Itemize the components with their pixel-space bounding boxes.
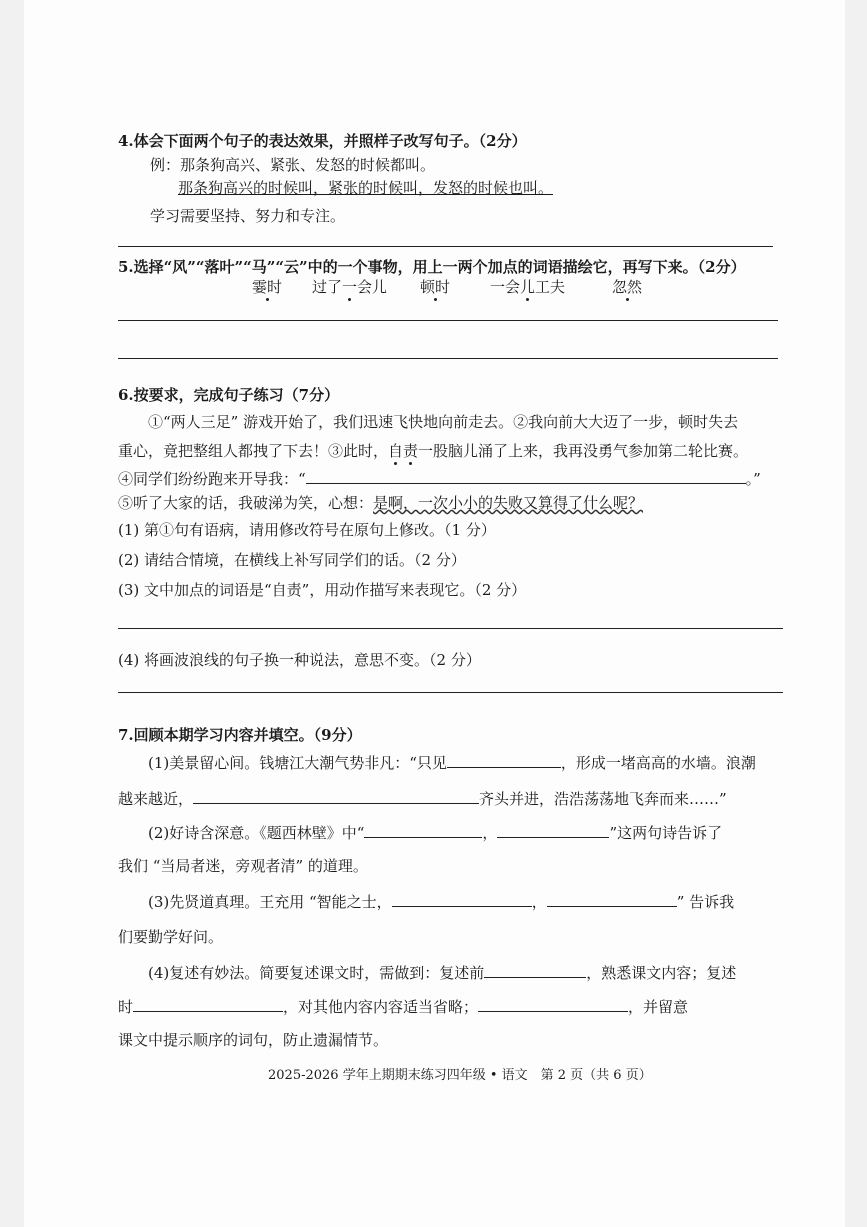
q6-para-line-3a: ④同学们纷纷跑来开导我：“	[118, 470, 306, 488]
q7-item-3-text-a: (3)先贤道真理。王充用 “智能之士，	[148, 893, 392, 911]
q7-item-4-text-c: 时	[118, 998, 134, 1016]
q7-item-4-line-3: 课文中提示顺序的词句，防止遗漏情节。	[118, 1031, 389, 1049]
q7-item-1-blank-2[interactable]	[193, 788, 479, 804]
q6-sub-4: (4) 将画波浪线的句子换一种说法，意思不变。（2 分）	[118, 651, 481, 669]
q7-item-2-text-a: (2)好诗含深意。《题西林壁》中“	[148, 824, 365, 842]
q4-example-rewrite: 那条狗高兴的时候叫，紧张的时候叫，发怒的时候也叫。	[178, 179, 554, 197]
q6-dotted-char-2: 责	[403, 442, 419, 460]
q5-answer-line-1[interactable]	[118, 320, 778, 321]
q7-item-4-text-d: ，对其他内容内容适当省略；	[283, 998, 479, 1016]
left-margin	[0, 0, 24, 1227]
q7-item-1-line-1	[148, 752, 756, 773]
q4-title: 4.体会下面两个句子的表达效果，并照样子改写句子。（2分）	[118, 132, 527, 150]
q5-title: 5.选择“风”“落叶”“马”“云”中的一个事物，用上一两个加点的词语描绘它，再写下来。（2分）	[118, 258, 746, 276]
q6-title: 6.按要求，完成句子练习（7分）	[118, 386, 340, 404]
q7-item-4-text-a: (4)复述有妙法。简要复述课文时，需做到：复述前	[148, 964, 485, 982]
q7-item-2-blank-1[interactable]	[364, 822, 482, 838]
q7-item-2-text-b: ，	[482, 824, 498, 842]
q5-word-3	[420, 277, 450, 297]
q7-item-3-line-1	[148, 891, 734, 912]
q7-item-4-text-b: ，熟悉课文内容；复述	[586, 964, 737, 982]
q7-item-1-text-b: ，形成一堵高高的水墙。浪潮	[560, 754, 756, 772]
q7-item-3-text-c: ” 告诉我	[676, 893, 735, 911]
q6-para-line-3	[118, 468, 761, 489]
q7-item-2-line-1	[148, 822, 722, 843]
right-margin	[845, 0, 867, 1227]
q5-word-5	[612, 277, 642, 297]
q6-sub-2: (2) 请结合情境，在横线上补写同学们的话。（2 分）	[118, 551, 466, 569]
q7-item-4-blank-1[interactable]	[484, 962, 586, 978]
q5-word-4	[490, 277, 565, 297]
q6-para-line-4	[118, 493, 643, 513]
q5-answer-line-2[interactable]	[118, 358, 778, 359]
q5-word-4-text: 一会儿工夫	[490, 278, 566, 296]
q6-para-line-3b: 。”	[745, 470, 761, 488]
q4-example-label: 例：	[150, 156, 181, 174]
q5-word-2-text: 过了一会儿	[312, 278, 388, 296]
q5-word-5-text: 忽然	[612, 278, 643, 296]
q7-item-3-text-b: ，	[531, 893, 547, 911]
q4-answer-line[interactable]	[118, 246, 773, 247]
q6-sub-3-answer-line[interactable]	[118, 628, 783, 629]
q7-item-1-line-2	[118, 788, 727, 809]
q7-item-1-text-d: 齐头并进，浩浩荡荡地飞奔而来……”	[479, 790, 727, 808]
q6-para-line-2b: 一股脑儿涌了上来，我再没勇气参加第二轮比赛。	[418, 442, 749, 460]
q7-item-1-text-a: (1)美景留心间。钱塘江大潮气势非凡：“只见	[148, 754, 447, 772]
q7-item-2-blank-2[interactable]	[497, 822, 609, 838]
q7-title: 7.回顾本期学习内容并填空。（9分）	[118, 726, 362, 744]
q7-item-3-blank-1[interactable]	[392, 891, 532, 907]
q6-fill-blank[interactable]	[306, 468, 746, 484]
q7-item-1-blank-1[interactable]	[447, 752, 561, 768]
q7-item-4-text-e: ，并留意	[628, 998, 689, 1016]
q6-para-line-2a: 重心，竟把整组人都拽了下去！③此时，	[118, 442, 389, 460]
q6-para-line-1: ①“两人三足” 游戏开始了，我们迅速飞快地向前走去。②我向前大大迈了一步，顿时失去	[148, 413, 739, 431]
q5-word-3-text: 顿时	[420, 278, 451, 296]
q6-wavy-sentence: 是啊，一次小小的失败又算得了什么呢？	[373, 494, 644, 512]
q7-item-4-line-2	[118, 996, 688, 1017]
q6-dotted-word	[388, 442, 418, 460]
q7-item-2-text-c: ”这两句诗告诉了	[609, 824, 723, 842]
q6-sub-4-answer-line[interactable]	[118, 692, 783, 693]
q4-example-sentence: 那条狗高兴、紧张、发怒的时候都叫。	[180, 156, 436, 174]
q4-example	[150, 155, 435, 175]
q7-item-4-blank-2[interactable]	[133, 996, 283, 1012]
q6-sub-1: (1) 第①句有语病，请用修改符号在原句上修改。（1 分）	[118, 521, 496, 539]
q7-item-3-line-2: 们要勤学好问。	[118, 928, 224, 946]
page-footer: 2025-2026 学年上期期末练习四年级 • 语文 第 2 页（共 6 页）	[268, 1068, 652, 1083]
q7-item-1-text-c: 越来越近，	[118, 790, 194, 808]
q5-word-2	[312, 277, 387, 297]
q7-item-4-blank-3[interactable]	[478, 996, 628, 1012]
q6-para-line-2	[118, 441, 748, 461]
q6-sub-3: (3) 文中加点的词语是“自责”，用动作描写来表现它。（2 分）	[118, 581, 527, 599]
q6-para-line-4a: ⑤听了大家的话，我破涕为笑，心想：	[118, 494, 374, 512]
q7-item-3-blank-2[interactable]	[547, 891, 677, 907]
q5-word-1-text: 霎时	[252, 278, 283, 296]
q4-task-sentence: 学习需要坚持、努力和专注。	[150, 207, 346, 225]
q7-item-4-line-1	[148, 962, 736, 983]
q5-word-1	[252, 277, 282, 297]
q6-dotted-char-1: 自	[388, 442, 404, 460]
q7-item-2-line-2: 我们 “当局者迷，旁观者清” 的道理。	[118, 857, 368, 875]
